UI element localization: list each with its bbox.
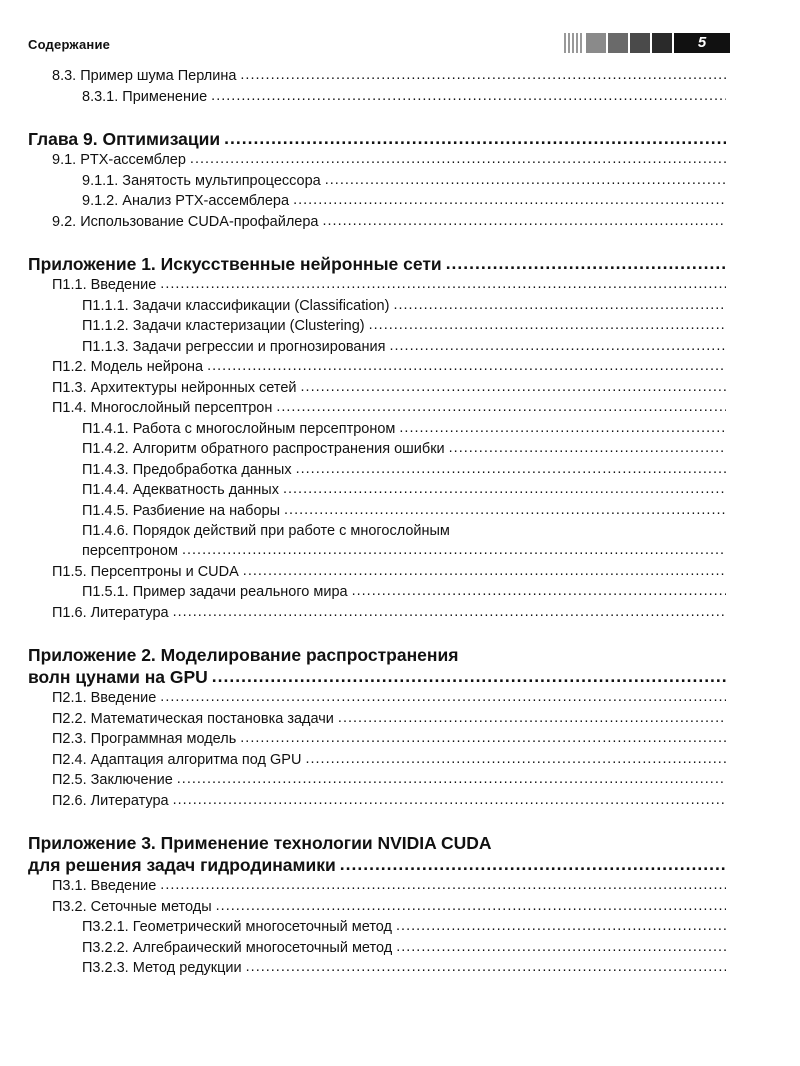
toc-entry-title: П2.5. Заключение [52, 772, 173, 788]
page-number: 5 [674, 33, 730, 53]
toc-entry-title-line1[interactable]: П1.4.6. Порядок действий при работе с многослойным [82, 523, 450, 539]
toc-entry-title: П1.1.2. Задачи кластеризации (Clustering) [82, 318, 365, 334]
toc-entry-title: П1.4.3. Предобработка данных [82, 461, 292, 478]
toc-entry-title: П1.4.4. Адекватность данных [82, 482, 279, 498]
toc-entry-title: П1.3. Архитектуры нейронных сетей [52, 379, 297, 396]
toc-entry-title: П1.6. Литература [52, 604, 169, 621]
toc-entry-title: П1.4. Многослойный персептрон [52, 400, 273, 416]
toc-entry-title: П3.2. Сеточные методы [52, 898, 212, 915]
toc-chapter-title: Приложение 1. Искусственные нейронные сети [28, 254, 442, 274]
toc-entry-title: П1.1.1. Задачи классификации (Classification) [82, 297, 390, 314]
toc-entry-title: 9.2. Использование CUDA-профайлера [52, 213, 319, 230]
toc-entry-title: П2.6. Литература [52, 792, 169, 809]
toc-entry-title: П2.3. Программная модель [52, 731, 237, 747]
toc-entry-title: П2.2. Математическая постановка задачи [52, 710, 334, 727]
toc-entry-title: П3.2.2. Алгебраический многосеточный метод [82, 939, 393, 956]
toc-entry-title: П1.1.3. Задачи регрессии и прогнозирования [82, 338, 386, 355]
header-gray-block [608, 33, 628, 53]
toc-entry-title: П2.4. Адаптация алгоритма под GPU [52, 751, 302, 768]
toc-entry-title: П3.1. Введение [52, 878, 157, 894]
toc-entry-title: 9.1.2. Анализ PTX-ассемблера [82, 193, 290, 209]
toc-chapter-title: Глава 9. Оптимизации [28, 129, 221, 149]
header-decoration [562, 33, 730, 53]
toc-entry-title: П1.5.1. Пример задачи реального мира [82, 584, 348, 600]
toc-entry-title: П3.2.3. Метод редукции [82, 960, 242, 976]
toc-entry-title: 8.3.1. Применение [82, 88, 208, 105]
toc-entry-title: П2.1. Введение [52, 690, 157, 706]
header-gray-block [586, 33, 606, 53]
toc-entry[interactable] [28, 958, 730, 979]
header-title: Содержание [28, 37, 111, 52]
toc-entry-title-line2: персептроном [82, 543, 178, 559]
toc-entry-title: П1.5. Персептроны и CUDA [52, 563, 239, 580]
toc-entry-title: П1.4.5. Разбиение на наборы [82, 502, 281, 519]
toc-entry-title: 9.1. PTX-ассемблер [52, 152, 186, 168]
header-gray-block [652, 33, 672, 53]
running-header [28, 33, 730, 53]
toc-entry-title: П1.2. Модель нейрона [52, 359, 204, 375]
toc-chapter-title-line2: волн цунами на GPU [28, 667, 208, 687]
toc-entry-title: П1.1. Введение [52, 277, 157, 293]
toc-entry-title: П1.4.1. Работа с многослойным персептроном [82, 420, 396, 437]
toc-entry-page [28, 66, 800, 1066]
toc-entry-title: 9.1.1. Занятость мультипроцессора [82, 172, 321, 189]
table-of-contents [28, 66, 730, 979]
toc-entry-title: 8.3. Пример шума Перлина [52, 68, 237, 84]
header-gray-block [630, 33, 650, 53]
header-stripe-block [564, 33, 584, 53]
toc-chapter-title-line2: для решения задач гидродинамики [28, 855, 336, 875]
toc-chapter-title-line1[interactable]: Приложение 3. Применение технологии NVIDIA CUDA [28, 833, 492, 853]
toc-entry-title: П1.4.2. Алгоритм обратного распространения ошибки [82, 441, 445, 457]
toc-entry-title: П3.2.1. Геометрический многосеточный метод [82, 919, 393, 935]
toc-chapter-title-line1[interactable]: Приложение 2. Моделирование распространения [28, 645, 459, 665]
